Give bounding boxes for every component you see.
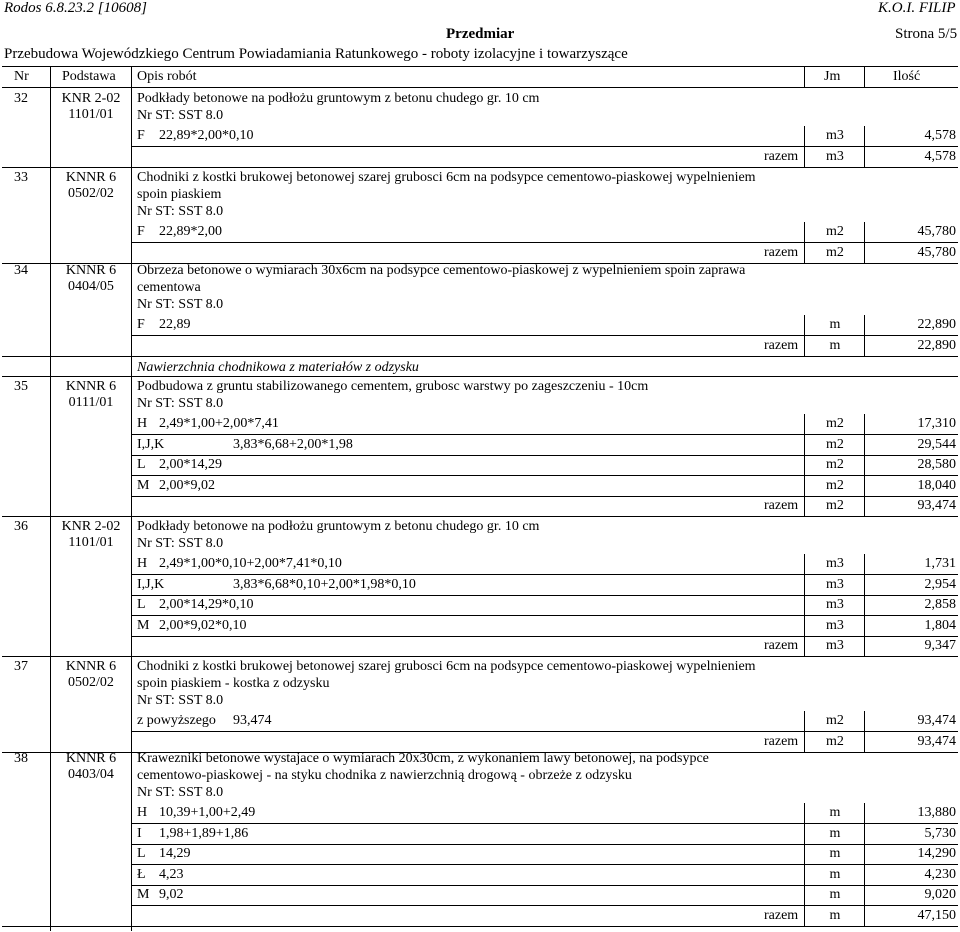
- description-line: Nr ST: SST 8.0: [137, 297, 224, 312]
- position-number: 35: [14, 379, 28, 394]
- rule-unit: [864, 66, 865, 87]
- measure-rule: [131, 335, 958, 336]
- measure-rule: [131, 615, 958, 616]
- measure-label: Ł: [137, 866, 146, 882]
- total-label: razem: [764, 638, 799, 653]
- measure-label: H: [137, 416, 148, 431]
- measure-value: 1,804: [924, 617, 956, 633]
- measure-expression: 22,89*2,00*0,10: [159, 128, 254, 143]
- rule-total: [864, 906, 865, 926]
- description-line: spoin piaskiem: [137, 187, 222, 202]
- rule-unit-left: [804, 711, 805, 731]
- row-bottom-rule: [2, 356, 958, 357]
- author-name: K.O.I. FILIP: [878, 0, 956, 16]
- measure-rule: [131, 574, 958, 575]
- column-description: Opis robót: [137, 69, 197, 84]
- description-line: Podkłady betonowe na podłożu gruntowym z betonu chudego gr. 10 cm: [137, 519, 540, 534]
- total-value: 22,890: [917, 337, 956, 353]
- rule-unit-right: [864, 803, 865, 823]
- measure-expression: 22,89: [159, 317, 191, 332]
- rule-nr: [50, 66, 51, 931]
- position-number: 33: [14, 170, 28, 185]
- rule-unit-right: [864, 595, 865, 615]
- measure-expression: 2,49*1,00*0,10+2,00*7,41*0,10: [159, 556, 342, 571]
- measure-rule: [131, 434, 958, 435]
- measure-value: 45,780: [917, 224, 956, 239]
- total-label: razem: [764, 498, 799, 513]
- column-quantity: Ilość: [893, 69, 921, 84]
- rule-unit-left: [804, 595, 805, 615]
- description-line: Obrzeza betonowe o wymiarach 30x6cm na podsypce cementowo-piaskowej z wypelnieniem spoin zaprawa: [137, 263, 746, 278]
- base-code-sub: 0403/04: [68, 767, 114, 782]
- description-line: Chodniki z kostki brukowej betonowej szarej grubosci 6cm na podsypce cementowo-piaskowej wypelnieniem: [137, 170, 756, 185]
- measure-unit: m2: [826, 457, 844, 472]
- measure-rule: [131, 455, 958, 456]
- measure-label: F: [137, 224, 145, 239]
- rule-unit-left: [804, 126, 805, 146]
- rule-total: [864, 496, 865, 516]
- measure-unit: m: [829, 846, 841, 861]
- total-value: 93,474: [917, 498, 956, 513]
- rule-unit-right: [864, 455, 865, 475]
- measure-unit: m: [829, 866, 841, 882]
- measure-label: I,J,K: [137, 576, 165, 592]
- total-value: 47,150: [917, 907, 956, 923]
- measure-unit: m: [829, 805, 841, 820]
- rule-desc: [804, 66, 805, 87]
- total-unit: m: [829, 907, 841, 923]
- rule-unit-left: [804, 476, 805, 496]
- base-code-sub: 0502/02: [68, 186, 114, 201]
- measure-rule: [131, 242, 958, 243]
- rule-unit-left: [804, 435, 805, 455]
- measure-expression: 2,49*1,00+2,00*7,41: [159, 416, 279, 431]
- header-top-rule: [2, 66, 958, 67]
- measure-rule: [131, 475, 958, 476]
- measure-label: H: [137, 805, 148, 820]
- measure-value: 22,890: [917, 317, 956, 332]
- rule-unit-left: [804, 222, 805, 242]
- description-line: cementowo-piaskowej - na styku chodnika z nawierzchnią drogową - obrzeże z odzysku: [137, 768, 632, 783]
- measure-unit: m2: [826, 713, 844, 728]
- rule-unit-left: [804, 575, 805, 595]
- description-line: Nr ST: SST 8.0: [137, 396, 224, 411]
- column-nr: Nr: [14, 69, 29, 84]
- row-bottom-rule: [2, 926, 958, 927]
- measure-label: F: [137, 128, 145, 143]
- measure-unit: m2: [826, 477, 844, 493]
- rule-unit-right: [864, 575, 865, 595]
- base-code-sub: 0404/05: [68, 279, 114, 294]
- rule-total: [864, 147, 865, 167]
- measure-label: L: [137, 597, 146, 612]
- rule-total: [804, 336, 805, 356]
- column-unit: Jm: [824, 69, 841, 84]
- row-bottom-rule: [2, 167, 958, 168]
- rule-unit-left: [804, 315, 805, 335]
- description-line: Nr ST: SST 8.0: [137, 536, 224, 551]
- description-line: Nr ST: SST 8.0: [137, 785, 224, 800]
- measure-label: z powyższego: [137, 713, 216, 728]
- measure-unit: m3: [826, 597, 844, 612]
- description-line: spoin piaskiem - kostka z odzysku: [137, 676, 330, 691]
- rule-total: [864, 336, 865, 356]
- measure-value: 93,474: [917, 713, 956, 728]
- rule-base: [131, 66, 132, 931]
- measure-value: 5,730: [924, 825, 956, 841]
- description-line: Nr ST: SST 8.0: [137, 204, 224, 219]
- measure-unit: m: [829, 825, 841, 841]
- rule-total: [804, 636, 805, 656]
- total-label: razem: [764, 244, 799, 260]
- base-code-sub: 0502/02: [68, 675, 114, 690]
- measure-label: I: [137, 825, 142, 841]
- measure-value: 2,954: [924, 576, 956, 592]
- rule-unit-right: [864, 435, 865, 455]
- measure-rule: [131, 636, 958, 637]
- measure-expression: 14,29: [159, 846, 191, 861]
- measure-unit: m: [829, 887, 841, 902]
- rule-unit-left: [804, 414, 805, 434]
- project-title: Przebudowa Wojewódzkiego Centrum Powiadamiania Ratunkowego - roboty izolacyjne i towarzyszące: [4, 46, 628, 62]
- position-number: 34: [14, 263, 28, 278]
- rule-unit-left: [804, 865, 805, 885]
- position-number: 37: [14, 659, 28, 674]
- total-value: 4,578: [924, 148, 956, 164]
- measure-unit: m2: [826, 224, 844, 239]
- measure-label: H: [137, 556, 148, 571]
- rule-unit-left: [804, 554, 805, 574]
- measure-expression: 3,83*6,68+2,00*1,98: [233, 436, 353, 452]
- section-rule: [2, 376, 958, 377]
- measure-value: 17,310: [917, 416, 956, 431]
- base-code: KNNR 6: [65, 263, 117, 278]
- rule-unit-left: [804, 844, 805, 864]
- base-code: KNNR 6: [65, 170, 117, 185]
- measure-unit: m2: [826, 436, 844, 452]
- position-number: 32: [14, 91, 28, 106]
- total-value: 9,347: [924, 638, 956, 653]
- rule-total: [804, 732, 805, 752]
- total-label: razem: [764, 907, 799, 923]
- rule-unit-right: [864, 616, 865, 636]
- base-code-sub: 0111/01: [68, 395, 114, 410]
- rule-unit-right: [864, 844, 865, 864]
- measure-expression: 3,83*6,68*0,10+2,00*1,98*0,10: [233, 576, 416, 592]
- description-line: Chodniki z kostki brukowej betonowej szarej grubosci 6cm na podsypce cementowo-piaskowej wypelnieniem: [137, 659, 756, 674]
- rule-unit-right: [864, 711, 865, 731]
- rule-total: [864, 732, 865, 752]
- description-line: Podbudowa z gruntu stabilizowanego cementem, grubosc warstwy po zageszczeniu - 10cm: [137, 379, 649, 394]
- measure-rule: [131, 595, 958, 596]
- page-number: Strona 5/5: [895, 26, 958, 42]
- base-code-sub: 1101/01: [68, 107, 114, 122]
- measure-value: 4,578: [924, 128, 956, 143]
- rule-unit-right: [864, 126, 865, 146]
- measure-expression: 2,00*9,02: [159, 477, 215, 493]
- rule-unit-right: [864, 554, 865, 574]
- description-line: Podkłady betonowe na podłożu gruntowym z betonu chudego gr. 10 cm: [137, 91, 540, 106]
- measure-label: I,J,K: [137, 436, 165, 452]
- header-bottom-rule: [2, 87, 958, 88]
- measure-label: M: [137, 887, 150, 902]
- total-unit: m3: [826, 638, 844, 653]
- rule-unit-right: [864, 414, 865, 434]
- position-number: 36: [14, 519, 28, 534]
- measure-value: 2,858: [924, 597, 956, 612]
- measure-expression: 93,474: [233, 713, 272, 728]
- rule-unit-right: [864, 865, 865, 885]
- total-unit: m: [829, 337, 841, 353]
- rule-total: [804, 243, 805, 263]
- description-line: Nr ST: SST 8.0: [137, 108, 224, 123]
- rule-unit-right: [864, 476, 865, 496]
- measure-expression: 10,39+1,00+2,49: [159, 805, 256, 820]
- section-title: Nawierzchnia chodnikowa z materiałów z odzysku: [137, 360, 419, 375]
- column-base: Podstawa: [62, 69, 116, 84]
- rule-total: [804, 147, 805, 167]
- base-code: KNR 2-02: [61, 91, 121, 106]
- rule-unit-right: [864, 222, 865, 242]
- position-number: 38: [14, 751, 28, 766]
- measure-rule: [131, 885, 958, 886]
- measure-rule: [131, 844, 958, 845]
- measure-rule: [131, 731, 958, 732]
- measure-expression: 2,00*14,29: [159, 457, 222, 472]
- measure-value: 29,544: [917, 436, 956, 452]
- measure-expression: 1,98+1,89+1,86: [159, 825, 249, 841]
- base-code: KNNR 6: [65, 751, 117, 766]
- row-bottom-rule: [2, 516, 958, 517]
- total-unit: m2: [826, 498, 844, 513]
- measure-rule: [131, 146, 958, 147]
- base-code: KNNR 6: [65, 379, 117, 394]
- measure-expression: 2,00*14,29*0,10: [159, 597, 254, 612]
- rule-unit-left: [804, 616, 805, 636]
- rule-unit-left: [804, 885, 805, 905]
- measure-unit: m3: [826, 128, 844, 143]
- total-label: razem: [764, 148, 799, 164]
- measure-rule: [131, 864, 958, 865]
- measure-expression: 2,00*9,02*0,10: [159, 617, 247, 633]
- measure-unit: m2: [826, 416, 844, 431]
- measure-rule: [131, 823, 958, 824]
- base-code: KNNR 6: [65, 659, 117, 674]
- description-line: Nr ST: SST 8.0: [137, 693, 224, 708]
- app-version: Rodos 6.8.23.2 [10608]: [4, 0, 147, 16]
- description-line: cementowa: [137, 280, 201, 295]
- measure-expression: 22,89*2,00: [159, 224, 222, 239]
- rule-total: [804, 496, 805, 516]
- measure-label: F: [137, 317, 145, 332]
- base-code: KNR 2-02: [61, 519, 121, 534]
- measure-expression: 4,23: [159, 866, 184, 882]
- rule-unit-right: [864, 315, 865, 335]
- measure-label: M: [137, 617, 150, 633]
- measure-value: 1,731: [924, 556, 956, 571]
- document-title: Przedmiar: [446, 26, 515, 42]
- measure-value: 9,020: [924, 887, 956, 902]
- measure-unit: m3: [826, 617, 844, 633]
- total-unit: m2: [826, 244, 844, 260]
- measure-value: 13,880: [917, 805, 956, 820]
- measure-label: L: [137, 846, 146, 861]
- base-code-sub: 1101/01: [68, 535, 114, 550]
- description-line: Krawezniki betonowe wystajace o wymiarach 20x30cm, z wykonaniem lawy betonowej, na podsypce: [137, 751, 709, 766]
- measure-value: 28,580: [917, 457, 956, 472]
- total-unit: m3: [826, 148, 844, 164]
- total-unit: m2: [826, 733, 844, 749]
- rule-unit-left: [804, 455, 805, 475]
- rule-total: [804, 906, 805, 926]
- measure-label: L: [137, 457, 146, 472]
- rule-unit-right: [864, 885, 865, 905]
- rule-unit-left: [804, 803, 805, 823]
- measure-unit: m3: [826, 576, 844, 592]
- measure-rule: [131, 496, 958, 497]
- rule-unit-right: [864, 824, 865, 844]
- rule-total: [864, 243, 865, 263]
- total-label: razem: [764, 733, 799, 749]
- row-bottom-rule: [2, 656, 958, 657]
- measure-value: 14,290: [917, 846, 956, 861]
- measure-expression: 9,02: [159, 887, 184, 902]
- total-label: razem: [764, 337, 799, 353]
- measure-label: M: [137, 477, 150, 493]
- total-value: 93,474: [917, 733, 956, 749]
- measure-rule: [131, 905, 958, 906]
- rule-unit-left: [804, 824, 805, 844]
- measure-unit: m: [829, 317, 841, 332]
- measure-unit: m3: [826, 556, 844, 571]
- measure-value: 4,230: [924, 866, 956, 882]
- measure-value: 18,040: [917, 477, 956, 493]
- rule-total: [864, 636, 865, 656]
- total-value: 45,780: [917, 244, 956, 260]
